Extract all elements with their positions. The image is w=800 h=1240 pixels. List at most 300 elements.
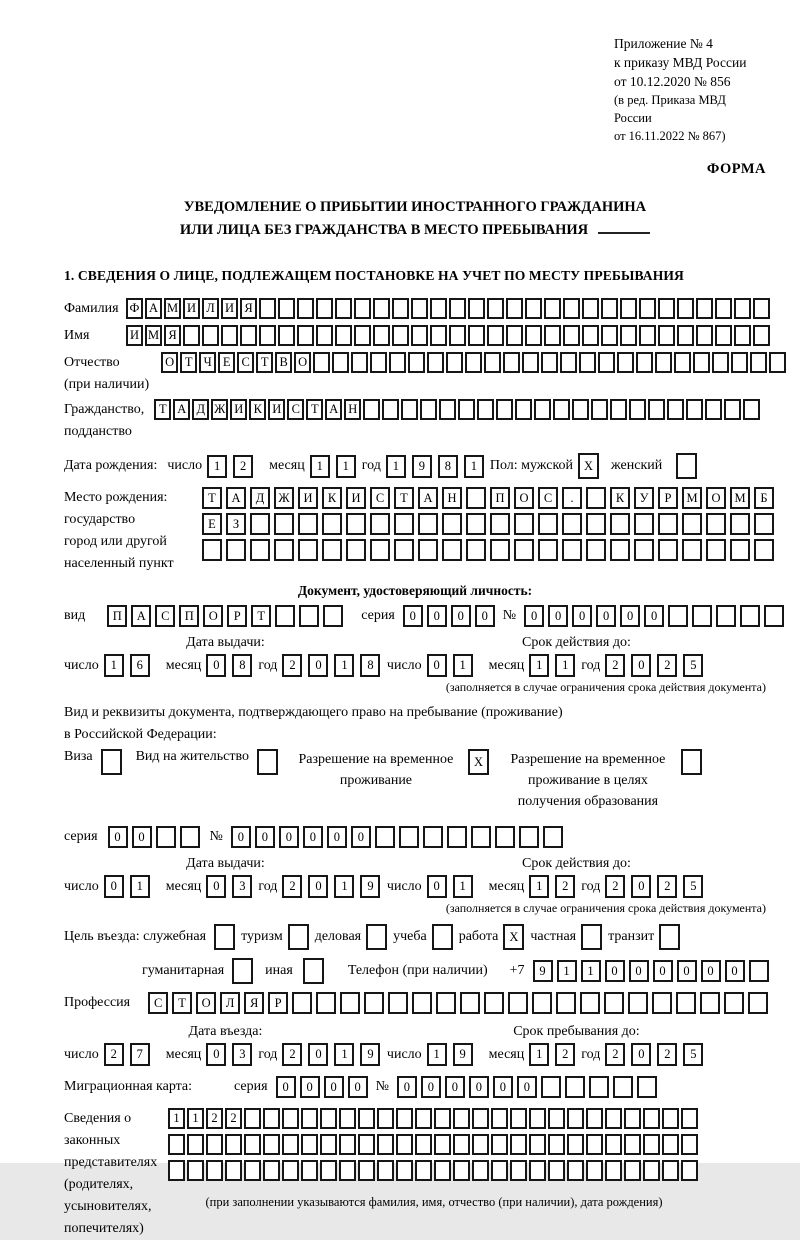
form-box-cell[interactable]	[180, 826, 200, 848]
form-box-cell[interactable]	[491, 1160, 508, 1181]
form-box-cell[interactable]: А	[325, 399, 342, 420]
form-box-cell[interactable]: 0	[324, 1076, 344, 1098]
form-box-cell[interactable]: 1	[334, 654, 354, 677]
form-box-cell[interactable]: Ж	[274, 487, 294, 509]
form-box-cell[interactable]	[567, 1160, 584, 1181]
form-box-cell[interactable]	[740, 605, 760, 627]
form-box-cell[interactable]	[662, 1134, 679, 1155]
form-box-cell[interactable]	[610, 513, 630, 535]
form-box-cell[interactable]: 3	[232, 875, 252, 898]
form-box-cell[interactable]	[712, 352, 729, 373]
form-box-cell[interactable]: 5	[683, 654, 703, 677]
form-box-cell[interactable]: 0	[572, 605, 592, 627]
form-box-cell[interactable]	[316, 325, 333, 346]
form-box-cell[interactable]	[320, 1108, 337, 1129]
form-box-cell[interactable]: С	[237, 352, 254, 373]
form-box-cell[interactable]	[749, 960, 769, 982]
form-box-cell[interactable]: 0	[104, 875, 124, 898]
form-box-cell[interactable]: 0	[725, 960, 745, 982]
form-box-cell[interactable]	[629, 399, 646, 420]
form-box-cell[interactable]	[394, 513, 414, 535]
form-box-cell[interactable]: 1	[529, 654, 549, 677]
form-box-cell[interactable]	[696, 298, 713, 319]
form-box-cell[interactable]	[168, 1160, 185, 1181]
form-box-cell[interactable]	[601, 325, 618, 346]
form-box-cell[interactable]	[396, 1160, 413, 1181]
form-box-cell[interactable]	[339, 1160, 356, 1181]
form-box-cell[interactable]: Т	[306, 399, 323, 420]
form-box-cell[interactable]	[257, 749, 278, 775]
form-box-cell[interactable]: К	[610, 487, 630, 509]
form-box-cell[interactable]: П	[490, 487, 510, 509]
form-box-cell[interactable]: 0	[255, 826, 275, 848]
form-box-cell[interactable]: 2	[282, 1043, 302, 1066]
form-box-cell[interactable]	[320, 1134, 337, 1155]
form-box-cell[interactable]	[748, 992, 768, 1014]
form-box-cell[interactable]	[553, 399, 570, 420]
form-box-cell[interactable]	[706, 513, 726, 535]
form-box-cell[interactable]	[724, 992, 744, 1014]
form-box-cell[interactable]	[449, 325, 466, 346]
form-box-cell[interactable]	[375, 826, 395, 848]
form-box-cell[interactable]: 0	[427, 654, 447, 677]
form-box-cell[interactable]	[373, 325, 390, 346]
form-box-cell[interactable]	[582, 298, 599, 319]
form-box-cell[interactable]	[278, 298, 295, 319]
form-box-cell[interactable]	[639, 325, 656, 346]
form-box-cell[interactable]	[389, 352, 406, 373]
form-box-cell[interactable]	[434, 1160, 451, 1181]
form-box-cell[interactable]: 0	[445, 1076, 465, 1098]
form-box-cell[interactable]	[643, 1134, 660, 1155]
form-box-cell[interactable]	[259, 298, 276, 319]
form-box-cell[interactable]	[358, 1134, 375, 1155]
form-box-cell[interactable]: 0	[303, 826, 323, 848]
form-box-cell[interactable]	[301, 1160, 318, 1181]
form-box-cell[interactable]: 0	[677, 960, 697, 982]
form-box-cell[interactable]	[244, 1160, 261, 1181]
form-box-cell[interactable]	[420, 399, 437, 420]
form-box-cell[interactable]: 1	[427, 1043, 447, 1066]
form-box-cell[interactable]: Б	[754, 487, 774, 509]
form-box-cell[interactable]: 2	[555, 875, 575, 898]
form-box-cell[interactable]: Т	[251, 605, 271, 627]
form-box-cell[interactable]	[560, 352, 577, 373]
form-box-cell[interactable]	[250, 539, 270, 561]
form-box-cell[interactable]: Т	[172, 992, 192, 1014]
form-box-cell[interactable]	[700, 992, 720, 1014]
form-box-cell[interactable]: 2	[657, 654, 677, 677]
form-box-cell[interactable]: С	[287, 399, 304, 420]
form-box-cell[interactable]: Я	[164, 325, 181, 346]
form-box-cell[interactable]	[394, 539, 414, 561]
form-box-cell[interactable]	[449, 298, 466, 319]
form-box-cell[interactable]	[263, 1134, 280, 1155]
form-box-cell[interactable]	[366, 924, 387, 950]
form-box-cell[interactable]	[696, 325, 713, 346]
form-box-cell[interactable]	[259, 325, 276, 346]
form-box-cell[interactable]	[643, 1160, 660, 1181]
form-box-cell[interactable]	[363, 399, 380, 420]
form-box-cell[interactable]	[299, 605, 319, 627]
form-box-cell[interactable]	[541, 352, 558, 373]
form-box-cell[interactable]	[706, 539, 726, 561]
form-box-cell[interactable]	[354, 325, 371, 346]
form-box-cell[interactable]	[586, 1108, 603, 1129]
form-box-cell[interactable]	[508, 992, 528, 1014]
form-box-cell[interactable]: 8	[232, 654, 252, 677]
form-box-cell[interactable]	[753, 298, 770, 319]
form-box-cell[interactable]: М	[682, 487, 702, 509]
form-box-cell[interactable]	[335, 325, 352, 346]
form-box-cell[interactable]	[682, 539, 702, 561]
form-box-cell[interactable]	[370, 539, 390, 561]
form-box-cell[interactable]	[490, 513, 510, 535]
form-box-cell[interactable]	[221, 325, 238, 346]
form-box-cell[interactable]: 5	[683, 1043, 703, 1066]
form-box-cell[interactable]	[491, 1108, 508, 1129]
form-box-cell[interactable]	[202, 539, 222, 561]
form-box-cell[interactable]: 9	[533, 960, 553, 982]
form-box-cell[interactable]	[434, 1134, 451, 1155]
form-box-cell[interactable]	[430, 325, 447, 346]
form-box-cell[interactable]	[490, 539, 510, 561]
form-box-cell[interactable]: 1	[557, 960, 577, 982]
form-box-cell[interactable]	[724, 399, 741, 420]
form-box-cell[interactable]: 0	[644, 605, 664, 627]
form-box-cell[interactable]	[503, 352, 520, 373]
form-box-cell[interactable]	[392, 298, 409, 319]
form-box-cell[interactable]	[764, 605, 784, 627]
form-box-cell[interactable]	[634, 513, 654, 535]
form-box-cell[interactable]	[423, 826, 443, 848]
form-box-cell[interactable]	[681, 1134, 698, 1155]
form-box-cell[interactable]: 1	[529, 875, 549, 898]
form-box-cell[interactable]: 6	[130, 654, 150, 677]
form-box-cell[interactable]	[620, 325, 637, 346]
form-box-cell[interactable]: 0	[493, 1076, 513, 1098]
form-box-cell[interactable]: 2	[206, 1108, 223, 1129]
form-box-cell[interactable]: М	[145, 325, 162, 346]
form-box-cell[interactable]: О	[161, 352, 178, 373]
form-box-cell[interactable]	[750, 352, 767, 373]
form-box-cell[interactable]	[401, 399, 418, 420]
form-box-cell[interactable]	[439, 399, 456, 420]
form-box-cell[interactable]	[705, 399, 722, 420]
form-box-cell[interactable]	[370, 513, 390, 535]
form-box-cell[interactable]: 1	[334, 875, 354, 898]
form-box-cell[interactable]: 0	[108, 826, 128, 848]
form-box-cell[interactable]: 0	[631, 1043, 651, 1066]
form-box-cell[interactable]	[731, 352, 748, 373]
form-box-cell[interactable]	[624, 1160, 641, 1181]
form-box-cell[interactable]: 1	[386, 455, 406, 478]
form-box-cell[interactable]	[525, 325, 542, 346]
form-box-cell[interactable]	[548, 1160, 565, 1181]
form-box-cell[interactable]: 9	[453, 1043, 473, 1066]
form-box-cell[interactable]	[548, 1134, 565, 1155]
form-box-cell[interactable]	[522, 352, 539, 373]
form-box-cell[interactable]: 0	[469, 1076, 489, 1098]
form-box-cell[interactable]	[411, 298, 428, 319]
form-box-cell[interactable]: 9	[412, 455, 432, 478]
form-box-cell[interactable]	[168, 1134, 185, 1155]
form-box-cell[interactable]: 2	[282, 654, 302, 677]
form-box-cell[interactable]: Н	[344, 399, 361, 420]
form-box-cell[interactable]	[250, 513, 270, 535]
form-box-cell[interactable]: 2	[605, 1043, 625, 1066]
form-box-cell[interactable]: 0	[427, 875, 447, 898]
form-box-cell[interactable]: 1	[453, 654, 473, 677]
form-box-cell[interactable]	[620, 298, 637, 319]
form-box-cell[interactable]	[460, 992, 480, 1014]
form-box-cell[interactable]: 0	[300, 1076, 320, 1098]
form-box-cell[interactable]	[466, 487, 486, 509]
form-box-cell[interactable]	[156, 826, 176, 848]
form-box-cell[interactable]: 1	[207, 455, 227, 478]
form-box-cell[interactable]	[225, 1160, 242, 1181]
form-box-cell[interactable]	[586, 1160, 603, 1181]
form-box-cell[interactable]	[187, 1134, 204, 1155]
form-box-cell[interactable]	[668, 605, 688, 627]
form-box-cell[interactable]	[624, 1134, 641, 1155]
form-box-cell[interactable]: Ж	[211, 399, 228, 420]
form-box-cell[interactable]	[278, 325, 295, 346]
form-box-cell[interactable]	[562, 539, 582, 561]
form-box-cell[interactable]: Р	[658, 487, 678, 509]
form-box-cell[interactable]	[282, 1134, 299, 1155]
form-box-cell[interactable]	[332, 352, 349, 373]
form-box-cell[interactable]: 1	[168, 1108, 185, 1129]
form-box-cell[interactable]: 1	[336, 455, 356, 478]
form-box-cell[interactable]	[532, 992, 552, 1014]
form-box-cell[interactable]	[377, 1160, 394, 1181]
form-box-cell[interactable]	[377, 1108, 394, 1129]
form-box-cell[interactable]	[586, 487, 606, 509]
form-box-cell[interactable]: 1	[187, 1108, 204, 1129]
form-box-cell[interactable]	[601, 298, 618, 319]
form-box-cell[interactable]	[686, 399, 703, 420]
form-box-cell[interactable]	[534, 399, 551, 420]
form-box-cell[interactable]: 8	[438, 455, 458, 478]
form-box-cell[interactable]: 0	[605, 960, 625, 982]
form-box-cell[interactable]	[681, 749, 702, 775]
form-box-cell[interactable]	[298, 539, 318, 561]
form-box-cell[interactable]	[339, 1108, 356, 1129]
form-box-cell[interactable]: У	[634, 487, 654, 509]
form-box-cell[interactable]	[447, 826, 467, 848]
form-box-cell[interactable]	[636, 352, 653, 373]
form-box-cell[interactable]	[430, 298, 447, 319]
form-box-cell[interactable]	[716, 605, 736, 627]
form-box-cell[interactable]: 0	[451, 605, 471, 627]
form-box-cell[interactable]	[472, 1134, 489, 1155]
form-box-cell[interactable]	[658, 513, 678, 535]
form-box-cell[interactable]	[364, 992, 384, 1014]
form-box-cell[interactable]	[415, 1134, 432, 1155]
form-box-cell[interactable]	[202, 325, 219, 346]
form-box-cell[interactable]: М	[164, 298, 181, 319]
form-box-cell[interactable]: 0	[351, 826, 371, 848]
form-box-cell[interactable]	[412, 992, 432, 1014]
form-box-cell[interactable]	[582, 325, 599, 346]
form-box-cell[interactable]	[652, 992, 672, 1014]
form-box-cell[interactable]	[446, 352, 463, 373]
form-box-cell[interactable]	[510, 1108, 527, 1129]
form-box-cell[interactable]	[674, 352, 691, 373]
form-box-cell[interactable]: 0	[427, 605, 447, 627]
form-box-cell[interactable]	[442, 539, 462, 561]
form-box-cell[interactable]: 0	[653, 960, 673, 982]
form-box-cell[interactable]	[658, 325, 675, 346]
form-box-cell[interactable]: С	[155, 605, 175, 627]
form-box-cell[interactable]	[506, 298, 523, 319]
form-box-cell[interactable]: 3	[232, 1043, 252, 1066]
form-box-cell[interactable]: 1	[529, 1043, 549, 1066]
form-box-cell[interactable]	[544, 325, 561, 346]
form-box-cell[interactable]: X	[468, 749, 489, 775]
form-box-cell[interactable]	[472, 1108, 489, 1129]
form-box-cell[interactable]	[496, 399, 513, 420]
form-box-cell[interactable]	[453, 1108, 470, 1129]
form-box-cell[interactable]	[453, 1160, 470, 1181]
form-box-cell[interactable]	[519, 826, 539, 848]
form-box-cell[interactable]	[465, 352, 482, 373]
form-box-cell[interactable]	[634, 539, 654, 561]
form-box-cell[interactable]	[484, 352, 501, 373]
form-box-cell[interactable]	[730, 513, 750, 535]
form-box-cell[interactable]	[637, 1076, 657, 1098]
form-box-cell[interactable]: 0	[403, 605, 423, 627]
form-box-cell[interactable]: И	[346, 487, 366, 509]
form-box-cell[interactable]: Р	[227, 605, 247, 627]
form-box-cell[interactable]	[586, 513, 606, 535]
form-box-cell[interactable]	[301, 1108, 318, 1129]
form-box-cell[interactable]: И	[183, 298, 200, 319]
form-box-cell[interactable]: 0	[327, 826, 347, 848]
form-box-cell[interactable]: 0	[631, 875, 651, 898]
form-box-cell[interactable]	[316, 298, 333, 319]
form-box-cell[interactable]	[274, 513, 294, 535]
form-box-cell[interactable]: З	[226, 513, 246, 535]
form-box-cell[interactable]	[468, 298, 485, 319]
form-box-cell[interactable]	[323, 605, 343, 627]
form-box-cell[interactable]: М	[730, 487, 750, 509]
form-box-cell[interactable]	[495, 826, 515, 848]
form-box-cell[interactable]: 2	[555, 1043, 575, 1066]
form-box-cell[interactable]	[681, 1108, 698, 1129]
form-box-cell[interactable]	[743, 399, 760, 420]
form-box-cell[interactable]	[605, 1108, 622, 1129]
form-box-cell[interactable]: 2	[282, 875, 302, 898]
form-box-cell[interactable]: 0	[276, 1076, 296, 1098]
form-box-cell[interactable]	[662, 1108, 679, 1129]
form-box-cell[interactable]	[681, 1160, 698, 1181]
form-box-cell[interactable]: Р	[268, 992, 288, 1014]
form-box-cell[interactable]	[377, 1134, 394, 1155]
form-box-cell[interactable]: И	[230, 399, 247, 420]
form-box-cell[interactable]	[297, 325, 314, 346]
form-box-cell[interactable]: 2	[657, 875, 677, 898]
form-box-cell[interactable]	[471, 826, 491, 848]
form-box-cell[interactable]	[628, 992, 648, 1014]
form-box-cell[interactable]	[605, 1160, 622, 1181]
form-box-cell[interactable]: Л	[202, 298, 219, 319]
form-box-cell[interactable]	[510, 1134, 527, 1155]
form-box-cell[interactable]	[610, 399, 627, 420]
form-box-cell[interactable]: 0	[308, 875, 328, 898]
form-box-cell[interactable]	[715, 298, 732, 319]
form-box-cell[interactable]: 1	[555, 654, 575, 677]
form-box-cell[interactable]: 0	[132, 826, 152, 848]
form-box-cell[interactable]	[232, 958, 253, 984]
form-box-cell[interactable]	[226, 539, 246, 561]
form-box-cell[interactable]	[320, 1160, 337, 1181]
form-box-cell[interactable]	[565, 1076, 585, 1098]
form-box-cell[interactable]: 1	[453, 875, 473, 898]
form-box-cell[interactable]: 1	[464, 455, 484, 478]
form-box-cell[interactable]: 0	[596, 605, 616, 627]
form-box-cell[interactable]: Т	[256, 352, 273, 373]
form-box-cell[interactable]: 0	[279, 826, 299, 848]
form-box-cell[interactable]	[682, 513, 702, 535]
form-box-cell[interactable]	[639, 298, 656, 319]
form-box-cell[interactable]: 0	[631, 654, 651, 677]
form-box-cell[interactable]: 9	[360, 875, 380, 898]
form-box-cell[interactable]: 1	[581, 960, 601, 982]
form-box-cell[interactable]	[274, 539, 294, 561]
form-box-cell[interactable]	[244, 1108, 261, 1129]
form-box-cell[interactable]	[225, 1134, 242, 1155]
form-box-cell[interactable]: 0	[421, 1076, 441, 1098]
form-box-cell[interactable]: Т	[180, 352, 197, 373]
form-box-cell[interactable]: 2	[104, 1043, 124, 1066]
form-box-cell[interactable]: Ф	[126, 298, 143, 319]
form-box-cell[interactable]: Я	[244, 992, 264, 1014]
form-box-cell[interactable]	[316, 992, 336, 1014]
form-box-cell[interactable]	[487, 325, 504, 346]
form-box-cell[interactable]: В	[275, 352, 292, 373]
form-box-cell[interactable]: А	[418, 487, 438, 509]
form-box-cell[interactable]: 0	[206, 1043, 226, 1066]
form-box-cell[interactable]: Т	[394, 487, 414, 509]
form-box-cell[interactable]	[580, 992, 600, 1014]
form-box-cell[interactable]	[282, 1160, 299, 1181]
form-box-cell[interactable]	[427, 352, 444, 373]
form-box-cell[interactable]	[466, 539, 486, 561]
form-box-cell[interactable]	[538, 513, 558, 535]
form-box-cell[interactable]: А	[131, 605, 151, 627]
form-box-cell[interactable]: А	[173, 399, 190, 420]
form-box-cell[interactable]: 2	[225, 1108, 242, 1129]
form-box-cell[interactable]	[442, 513, 462, 535]
form-box-cell[interactable]	[183, 325, 200, 346]
form-box-cell[interactable]	[240, 325, 257, 346]
form-box-cell[interactable]	[298, 513, 318, 535]
form-box-cell[interactable]	[466, 513, 486, 535]
form-box-cell[interactable]	[692, 605, 712, 627]
form-box-cell[interactable]: 0	[348, 1076, 368, 1098]
form-box-cell[interactable]	[358, 1160, 375, 1181]
form-box-cell[interactable]: И	[298, 487, 318, 509]
form-box-cell[interactable]: О	[196, 992, 216, 1014]
form-box-cell[interactable]: О	[514, 487, 534, 509]
form-box-cell[interactable]: 0	[701, 960, 721, 982]
form-box-cell[interactable]: 9	[360, 1043, 380, 1066]
form-box-cell[interactable]	[436, 992, 456, 1014]
form-box-cell[interactable]	[677, 298, 694, 319]
form-box-cell[interactable]: Т	[202, 487, 222, 509]
